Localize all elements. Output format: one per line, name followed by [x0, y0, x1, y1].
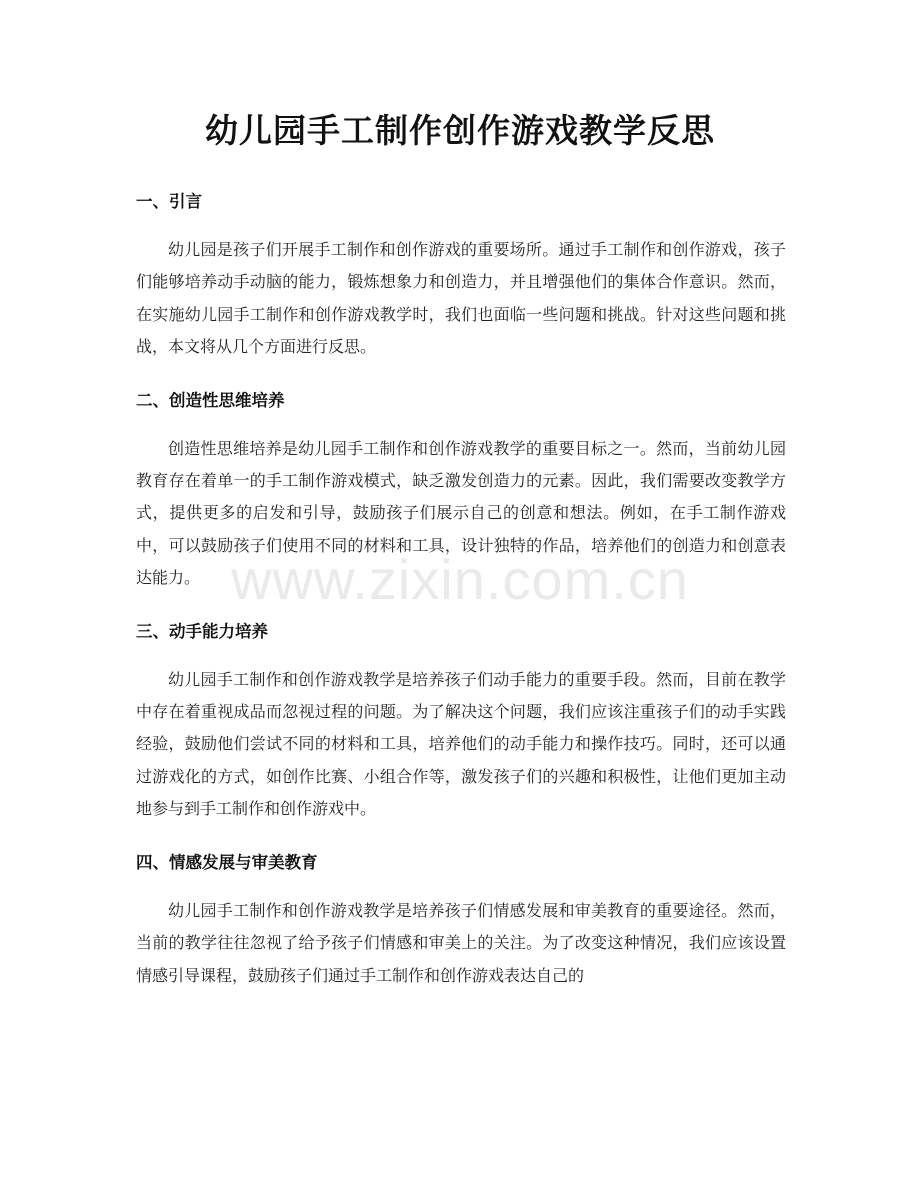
section-paragraph: 幼儿园手工制作和创作游戏教学是培养孩子们动手能力的重要手段。然而，目前在教学中存在着重视成品而忽视过程的问题。为了解决这个问题，我们应该注重孩子们的动手实践经验，鼓励他们尝试不同的材料和工具，培养他们的动手能力和操作技巧。同时，还可以通过游戏化的方式，如创作比赛、小组合作等，激发孩子们的兴趣和积极性，让他们更加主动地参与到手工制作和创作游戏中。: [136, 669, 786, 819]
section-heading: 二、创造性思维培养: [136, 390, 285, 410]
section-emotion-aesthetics: [136, 847, 786, 992]
section-hands-on-ability: [136, 616, 786, 826]
section-introduction: [136, 186, 786, 364]
section-heading: 三、动手能力培养: [136, 621, 268, 641]
section-creative-thinking: [136, 385, 786, 595]
section-paragraph: 创造性思维培养是幼儿园手工制作和创作游戏教学的重要目标之一。然而，当前幼儿园教育存在着单一的手工制作游戏模式，缺乏激发创造力的元素。因此，我们需要改变教学方式，提供更多的启发和引导，鼓励孩子们展示自己的创意和想法。例如，在手工制作游戏中，可以鼓励孩子们使用不同的材料和工具，设计独特的作品，培养他们的创造力和创意表达能力。: [136, 438, 786, 588]
watermark-text: www.zixin.com.cn: [231, 548, 689, 611]
section-paragraph: 幼儿园是孩子们开展手工制作和创作游戏的重要场所。通过手工制作和创作游戏，孩子们能够培养动手动脑的能力，锻炼想象力和创造力，并且增强他们的集体合作意识。然而，在实施幼儿园手工制作和创作游戏教学时，我们也面临一些问题和挑战。针对这些问题和挑战，本文将从几个方面进行反思。: [136, 240, 786, 357]
section-heading: 四、情感发展与审美教育: [136, 852, 318, 872]
section-paragraph: 幼儿园手工制作和创作游戏教学是培养孩子们情感发展和审美教育的重要途径。然而，当前的教学往往忽视了给予孩子们情感和审美上的关注。为了改变这种情况，我们应该设置情感引导课程，鼓励孩子们通过手工制作和创作游戏表达自己的: [136, 900, 786, 985]
section-heading: 一、引言: [136, 192, 202, 211]
document-content: [136, 186, 786, 1013]
document-title: 幼儿园手工制作创作游戏教学反思: [205, 111, 715, 150]
